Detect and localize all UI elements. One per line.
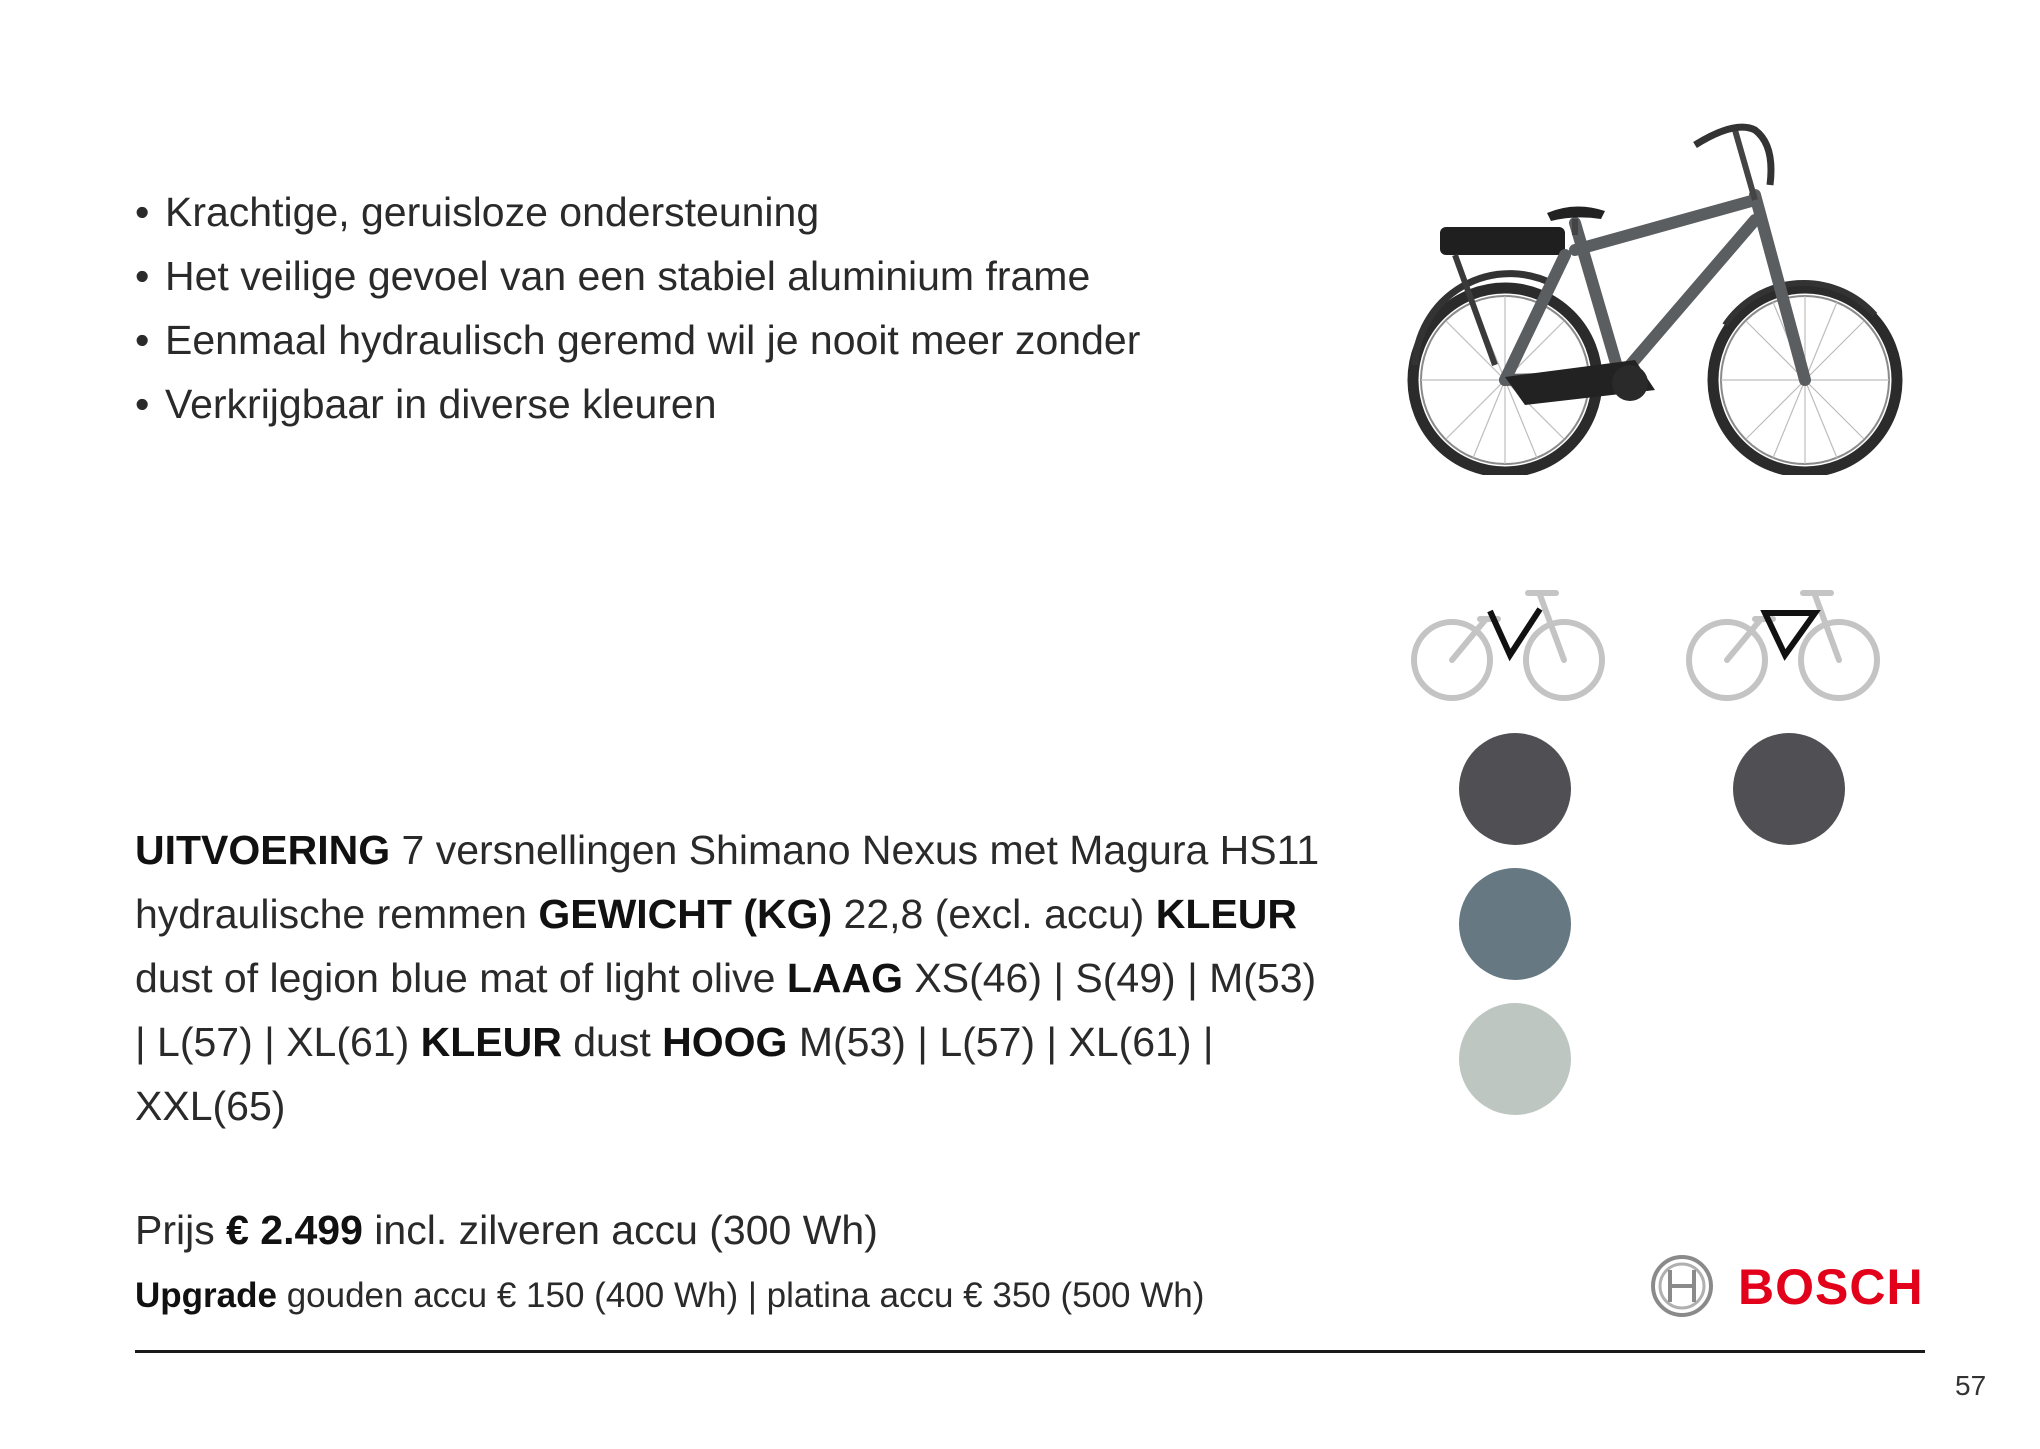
spec-label-uitvoering: UITVOERING	[135, 827, 391, 873]
product-bicycle-image	[1355, 115, 1925, 475]
bosch-armature-icon	[1650, 1254, 1714, 1318]
bosch-wordmark: BOSCH	[1738, 1259, 1924, 1315]
feature-item: • Eenmaal hydraulisch geremd wil je nooit meer zonder	[135, 317, 1141, 363]
spec-value-laag: XS(46) | S(49) | M(53) | L(57) | XL(61)	[135, 955, 1317, 1065]
spec-value-hoog: M(53) | L(57) | XL(61) | XXL(65)	[135, 1019, 1214, 1129]
spec-value-uitvoering: 7 versnellingen Shimano Nexus met Magura HS11 hydraulische remmen	[135, 827, 1320, 937]
color-swatch-dust	[1459, 733, 1571, 845]
upgrade-text: gouden accu € 150 (400 Wh) | platina accu € 350 (500 Wh)	[276, 1276, 1205, 1315]
bosch-logo	[1650, 1252, 1930, 1322]
price-line	[135, 1200, 878, 1260]
price-prefix: Prijs	[135, 1207, 227, 1253]
color-swatch-light-olive	[1459, 1003, 1571, 1115]
high-diamond-frame-icon	[1685, 585, 1881, 705]
specifications	[135, 818, 1325, 1138]
spec-label-kleur-hoog: KLEUR	[420, 1019, 562, 1065]
spec-value-gewicht: 22,8 (excl. accu)	[832, 891, 1156, 937]
spec-label-kleur: KLEUR	[1155, 891, 1297, 937]
feature-item: • Verkrijgbaar in diverse kleuren	[135, 381, 717, 427]
feature-list	[135, 180, 1140, 436]
spec-label-laag: LAAG	[786, 955, 903, 1001]
spec-label-hoog: HOOG	[662, 1019, 788, 1065]
page-number: 57	[1955, 1370, 1987, 1401]
footer-divider	[135, 1350, 1925, 1353]
spec-label-gewicht: GEWICHT (KG)	[538, 891, 833, 937]
low-step-frame-icon	[1410, 585, 1606, 705]
upgrade-label: Upgrade	[135, 1276, 277, 1315]
price-amount: € 2.499	[226, 1207, 363, 1253]
color-swatch-legion-blue	[1459, 868, 1571, 980]
price-suffix: incl. zilveren accu (300 Wh)	[362, 1207, 878, 1253]
spec-value-kleur-hoog: dust	[561, 1019, 663, 1065]
upgrade-line	[135, 1268, 1204, 1324]
feature-item: • Het veilige gevoel van een stabiel aluminium frame	[135, 253, 1091, 299]
color-swatch-dust-high	[1733, 733, 1845, 845]
spec-value-kleur: dust of legion blue mat of light olive	[135, 955, 787, 1001]
feature-item: • Krachtige, geruisloze ondersteuning	[135, 189, 820, 235]
